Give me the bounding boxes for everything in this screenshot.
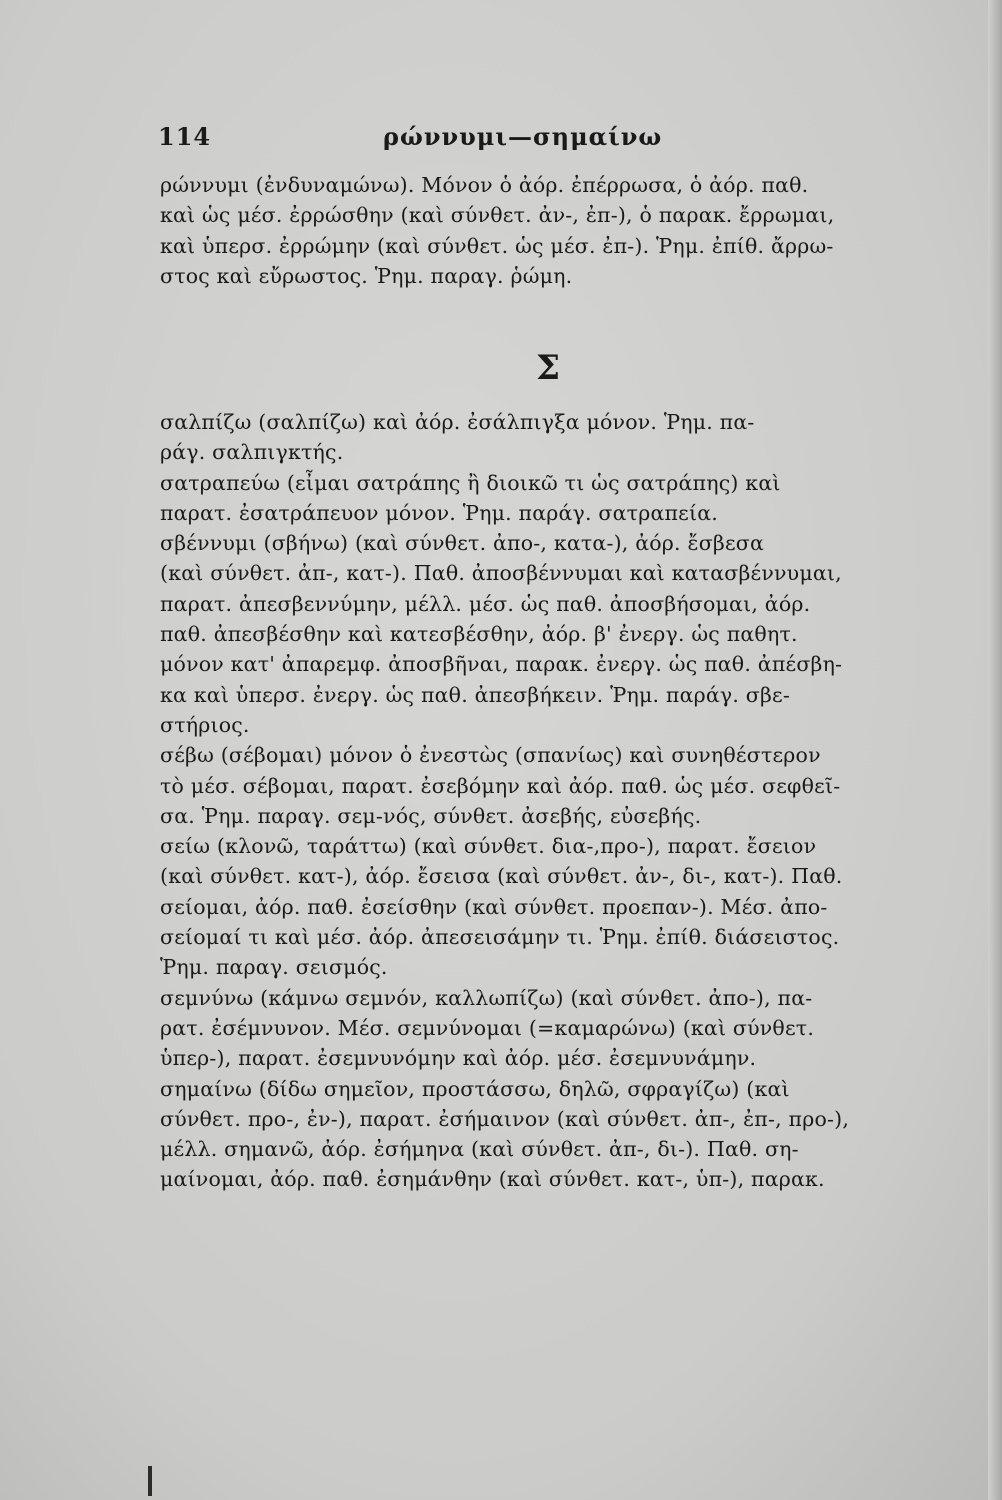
text-line: (καὶ σύνθετ. κατ-), ἀόρ. ἔσεισα (καὶ σύνθετ. ἀν-, δι-, κατ-). Παθ. — [160, 864, 843, 889]
text-line: μόνον κατ' ἀπαρεμφ. ἀποσβῆναι, παρακ. ἐνεργ. ὡς παθ. ἀπέσβη- — [160, 652, 843, 677]
text-line: ρώννυμι (ἐνδυναμώνω). Μόνον ὁ ἀόρ. ἐπέρρωσα, ὁ ἀόρ. παθ. — [160, 173, 809, 197]
text-line: σύνθετ. προ-, ἐν-), παρατ. ἐσήμαινον (καὶ σύνθετ. ἀπ-, ἐπ-, προ-), — [160, 1106, 850, 1131]
text-line: σβέννυμι (σβήνω) (καὶ σύνθετ. ἀπο-, κατα-), ἀόρ. ἔσβεσα — [160, 531, 764, 556]
text-line: παρατ. ἀπεσβεννύμην, μέλλ. μέσ. ὡς παθ. ἀποσβήσομαι, ἀόρ. — [160, 591, 811, 616]
text-line: καὶ ὑπερσ. ἐρρώμην (καὶ σύνθετ. ὡς μέσ. ἐπ-). Ῥημ. ἐπίθ. ἄρρω- — [160, 233, 834, 258]
text-line: σείω (κλονῶ, ταράττω) (καὶ σύνθετ. δια-,προ-), παρατ. ἔσειον — [160, 834, 817, 859]
text-line: τὸ μέσ. σέβομαι, παρατ. ἐσεβόμην καὶ ἀόρ. παθ. ὡς μέσ. σεφθεῖ- — [160, 773, 841, 798]
text-line: παρατ. ἐσατράπευον μόνον. Ῥημ. παράγ. σατραπεία. — [160, 500, 718, 525]
text-line: σημαίνω (δίδω σημεῖον, προστάσσω, δηλῶ, σφραγίζω) (καὶ — [160, 1076, 790, 1101]
running-head: ρώννυμι—σημαίνω — [383, 122, 663, 151]
text-line: Ῥημ. παραγ. σεισμός. — [160, 955, 388, 980]
text-line: σα. Ῥημ. παραγ. σεμ-νός, σύνθετ. ἀσεβής, εὐσεβής. — [160, 803, 702, 828]
page-number: 114 — [158, 122, 212, 151]
text-line: σείομαι, ἀόρ. παθ. ἐσείσθην (καὶ σύνθετ. προεπαν-). Μέσ. ἀπο- — [160, 894, 828, 919]
text-line: σατραπεύω (εἶμαι σατράπης ἢ διοικῶ τι ὡς σατράπης) καὶ — [160, 470, 781, 495]
text-line: (καὶ σύνθετ. ἀπ-, κατ-). Παθ. ἀποσβέννυμαι καὶ κατασβέννυμαι, — [160, 561, 842, 586]
text-line: ράγ. σαλπιγκτής. — [160, 440, 344, 465]
page-header — [158, 122, 948, 152]
text-line: στήριος. — [160, 712, 250, 737]
page-edge — [988, 0, 1002, 1500]
text-line: σείομαί τι καὶ μέσ. ἀόρ. ἀπεσεισάμην τι. Ῥημ. ἐπίθ. διάσειστος. — [160, 925, 840, 950]
entries-top — [160, 170, 950, 291]
entries-bottom — [160, 407, 950, 1195]
text-line: σεμνύνω (κάμνω σεμνόν, καλλωπίζω) (καὶ σύνθετ. ἀπο-), πα- — [160, 985, 813, 1010]
text-line: κα καὶ ὑπερσ. ἐνεργ. ὡς παθ. ἀπεσβήκειν. Ῥημ. παράγ. σβε- — [160, 682, 790, 707]
text-line: μαίνομαι, ἀόρ. παθ. ἐσημάνθην (καὶ σύνθετ. κατ-, ὑπ-), παρακ. — [160, 1167, 825, 1192]
text-line: ὑπερ-), παρατ. ἐσεμνυνόμην καὶ ἀόρ. μέσ. ἐσεμνυνάμην. — [160, 1046, 757, 1071]
section-letter: Σ — [536, 348, 561, 388]
scan-mark — [148, 1466, 152, 1496]
text-line: καὶ ὡς μέσ. ἐρρώσθην (καὶ σύνθετ. ἀν-, ἐπ-), ὁ παρακ. ἔρρωμαι, — [160, 203, 835, 228]
text-line: μέλλ. σημανῶ, ἀόρ. ἐσήμηνα (καὶ σύνθετ. ἀπ-, δι-). Παθ. ση- — [160, 1137, 799, 1162]
text-line: ρατ. ἐσέμνυνον. Μέσ. σεμνύνομαι (=καμαρώνω) (καὶ σύνθετ. — [160, 1015, 815, 1040]
text-line: στος καὶ εὔρωστος. Ῥημ. παραγ. ῥώμη. — [160, 263, 573, 288]
text-line: παθ. ἀπεσβέσθην καὶ κατεσβέσθην, ἀόρ. β' ἐνεργ. ὡς παθητ. — [160, 622, 798, 647]
text-line: σαλπίζω (σαλπίζω) καὶ ἀόρ. ἐσάλπιγξα μόνον. Ῥημ. πα- — [160, 410, 755, 434]
text-line: σέβω (σέβομαι) μόνον ὁ ἐνεστὼς (σπανίως) καὶ συνηθέστερον — [160, 743, 821, 768]
